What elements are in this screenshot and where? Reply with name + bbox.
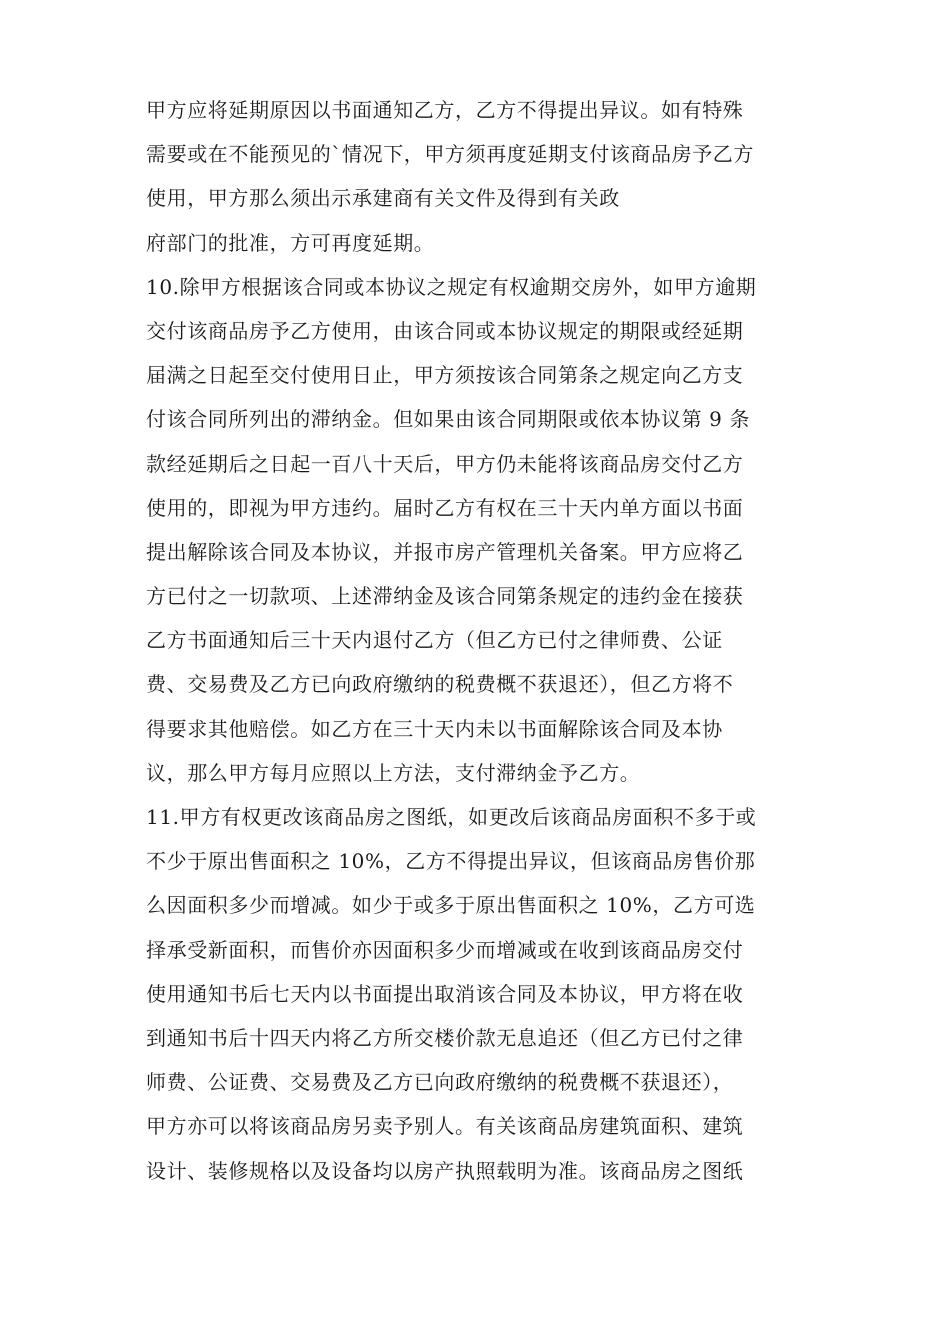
text-line: 府部门的批准，方可再度延期。	[146, 230, 435, 255]
text-line: 设计、装修规格以及设备均以房产执照载明为准。该商品房之图纸	[146, 1158, 744, 1183]
text-line: 择承受新面积，而售价亦因面积多少而增减或在收到该商品房交付	[146, 937, 744, 962]
text-line: 乙方书面通知后三十天内退付乙方（但乙方已付之律师费、公证	[146, 628, 723, 653]
text-line: 师费、公证费、交易费及乙方已向政府缴纳的税费概不获退还），	[146, 1070, 734, 1095]
text-line: 得要求其他赔偿。如乙方在三十天内未以书面解除该合同及本协	[146, 716, 723, 741]
text-line: 付该合同所列出的滞纳金。但如果由该合同期限或依本协议第 9 条	[146, 407, 751, 432]
text-line: 到通知书后十四天内将乙方所交楼价款无息追还（但乙方已付之律	[146, 1025, 744, 1050]
text-line: 需要或在不能预见的`情况下，甲方须再度延期支付该商品房予乙方	[146, 142, 754, 167]
text-line: 提出解除该合同及本协议，并报市房产管理机关备案。甲方应将乙	[146, 539, 744, 564]
text-line: 不少于原出售面积之 10%，乙方不得提出异议，但该商品房售价那	[146, 849, 756, 874]
text-line: 方已付之一切款项、上述滞纳金及该合同第条规定的违约金在接获	[146, 584, 744, 609]
text-line: 使用通知书后七天内以书面提出取消该合同及本协议，甲方将在收	[146, 981, 744, 1006]
text-line: 甲方亦可以将该商品房另卖予别人。有关该商品房建筑面积、建筑	[146, 1114, 744, 1139]
text-line: 使用，甲方那么须出示承建商有关文件及得到有关政	[146, 186, 620, 211]
text-line: 费、交易费及乙方已向政府缴纳的税费概不获退还），但乙方将不	[146, 672, 734, 697]
text-line: 款经延期后之日起一百八十天后，甲方仍未能将该商品房交付乙方	[146, 451, 744, 476]
document-body	[146, 88, 826, 1193]
text-line: 交付该商品房予乙方使用，由该合同或本协议规定的期限或经延期	[146, 318, 744, 343]
text-line: 么因面积多少而增减。如少于或多于原出售面积之 10%，乙方可选	[146, 893, 756, 918]
text-line: 甲方应将延期原因以书面通知乙方，乙方不得提出异议。如有特殊	[146, 98, 744, 122]
text-line: 使用的，即视为甲方违约。届时乙方有权在三十天内单方面以书面	[146, 495, 744, 520]
text-line: 11.甲方有权更改该商品房之图纸，如更改后该商品房面积不多于或	[146, 805, 757, 829]
text-line: 议，那么甲方每月应照以上方法，支付滞纳金予乙方。	[146, 760, 641, 785]
text-line: 10.除甲方根据该合同或本协议之规定有权逾期交房外，如甲方逾期	[146, 274, 757, 299]
text-line: 届满之日起至交付使用日止，甲方须按该合同第条之规定向乙方支	[146, 363, 744, 388]
